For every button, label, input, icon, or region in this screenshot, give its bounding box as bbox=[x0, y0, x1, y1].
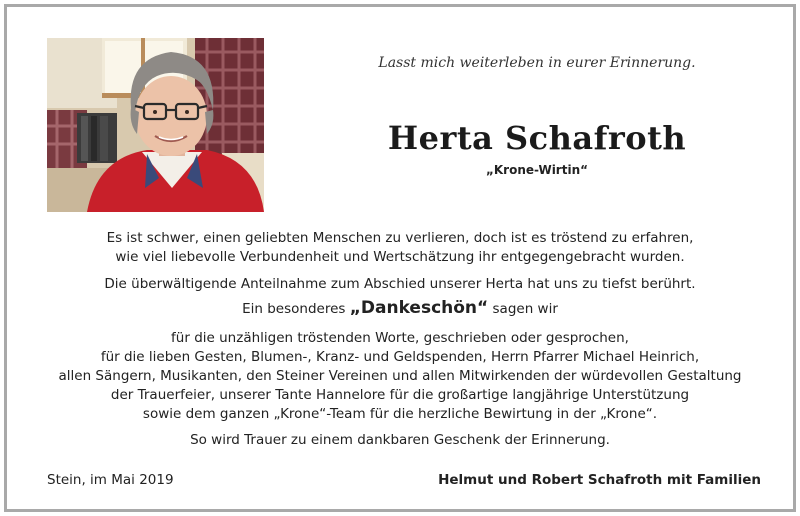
thanks-after: sagen wir bbox=[492, 301, 558, 317]
thanks-before: Ein besonderes bbox=[242, 301, 346, 317]
paragraph-3 bbox=[7, 329, 793, 424]
paragraph-3-line: sowie dem ganzen „Krone“-Team für die herzliche Bewirtung in der „Krone“. bbox=[142, 406, 658, 422]
thanks-line bbox=[7, 299, 793, 319]
paragraph-3-line: allen Sängern, Musikanten, den Steiner Vereinen und allen Mitwirkenden der würdevollen Gestaltung bbox=[58, 368, 742, 384]
motto: Lasst mich weiterleben in eurer Erinnerung. bbox=[378, 55, 696, 71]
paragraph-1-line: Es ist schwer, einen geliebten Menschen zu verlieren, doch ist es tröstend zu erfahren, bbox=[106, 230, 694, 246]
place-date: Stein, im Mai 2019 bbox=[47, 472, 174, 488]
paragraph-2 bbox=[7, 275, 793, 294]
deceased-name: Herta Schafroth bbox=[387, 119, 687, 157]
paragraph-3-line: für die lieben Gesten, Blumen-, Kranz- und Geldspenden, Herrn Pfarrer Michael Heinrich, bbox=[100, 349, 700, 365]
closing-line: So wird Trauer zu einem dankbaren Geschenk der Erinnerung. bbox=[190, 432, 610, 448]
nickname: „Krone-Wirtin“ bbox=[485, 163, 589, 177]
closing-paragraph bbox=[7, 431, 793, 450]
thanks-highlight: „Dankeschön“ bbox=[349, 298, 489, 318]
paragraph-2-line: Die überwältigende Anteilnahme zum Abschied unserer Herta hat uns zu tiefst berührt. bbox=[104, 276, 696, 292]
paragraph-1-line: wie viel liebevolle Verbundenheit und Wertschätzung ihr entgegengebracht wurden. bbox=[115, 249, 685, 265]
paragraph-3-line: der Trauerfeier, unserer Tante Hannelore für die großartige langjährige Unterstützung bbox=[110, 387, 690, 403]
paragraph-1 bbox=[7, 229, 793, 267]
signature: Helmut und Robert Schafroth mit Familien bbox=[438, 472, 761, 488]
paragraph-3-line: für die unzähligen tröstenden Worte, geschrieben oder gesprochen, bbox=[171, 330, 629, 346]
portrait-photo bbox=[47, 38, 264, 212]
obituary-notice bbox=[4, 4, 796, 512]
